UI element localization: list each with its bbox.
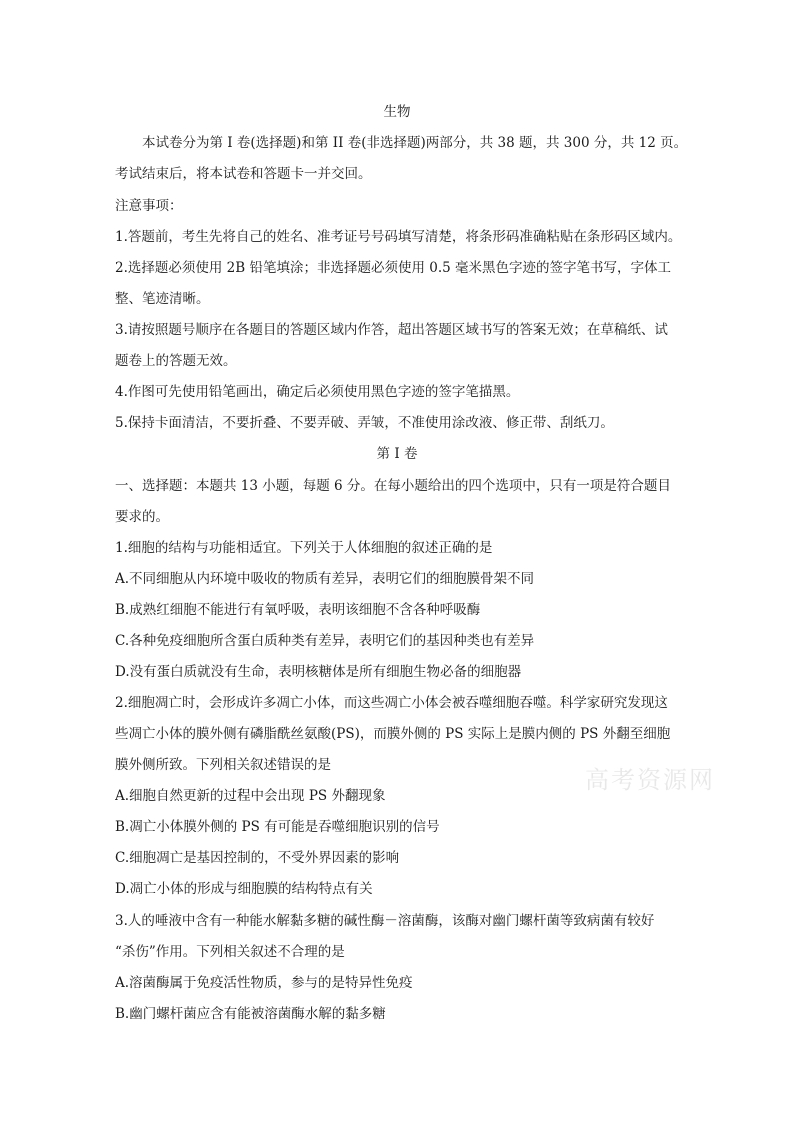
notice-item: 题卷上的答题无效。 [115,353,237,369]
section-heading: 一、选择题：本题共 13 小题，每题 6 分。在每小题给出的四个选项中，只有一项是符合题目 [115,478,671,494]
question-3-stem: 3.人的唾液中含有一种能水解黏多糖的碱性酶－溶菌酶，该酶对幽门螺杆菌等致病菌有较好 [115,913,655,929]
question-2-option-a: A.细胞自然更新的过程中会出现 PS 外翻现象 [115,788,386,804]
volume-title: 第 I 卷 [376,446,418,462]
section-heading-cont: 要求的。 [115,509,169,525]
question-2-option-b: B.凋亡小体膜外侧的 PS 有可能是吞噬细胞识别的信号 [115,819,440,835]
question-1-option-b: B.成熟红细胞不能进行有氧呼吸，表明该细胞不含各种呼吸酶 [115,602,481,618]
question-1-option-c: C.各种免疫细胞所含蛋白质种类有差异，表明它们的基因种类也有差异 [115,633,535,649]
notice-item: 5.保持卡面清洁，不要折叠、不要弄破、弄皱，不准使用涂改液、修正带、刮纸刀。 [115,415,614,431]
notice-item: 1.答题前，考生先将自己的姓名、准考证号号码填写清楚，将条形码准确粘贴在条形码区域内。 [115,229,682,245]
page-title: 生物 [383,104,411,120]
notice-heading: 注意事项： [115,198,183,214]
notice-item: 整、笔迹清晰。 [115,291,210,307]
question-2-stem: 些凋亡小体的膜外侧有磷脂酰丝氨酸(PS)，而膜外侧的 PS 实际上是膜内侧的 PS 外翻至细胞 [115,726,671,742]
question-2-stem: 膜外侧所致。下列相关叙述错误的是 [115,757,331,773]
notice-item: 2.选择题必须使用 2B 铅笔填涂；非选择题必须使用 0.5 毫米黑色字迹的签字笔书写，字体工 [115,260,672,276]
question-2-option-d: D.凋亡小体的形成与细胞膜的结构特点有关 [115,881,373,897]
question-3-option-a: A.溶菌酶属于免疫活性物质，参与的是特异性免疫 [115,975,413,991]
intro-line-2: 考试结束后，将本试卷和答题卡一并交回。 [115,166,372,182]
question-1-option-d: D.没有蛋白质就没有生命，表明核糖体是所有细胞生物必备的细胞器 [115,664,522,680]
question-3-option-b: B.幽门螺杆菌应含有能被溶菌酶水解的黏多糖 [115,1006,386,1022]
notice-item: 4.作图可先使用铅笔画出，确定后必须使用黑色字迹的签字笔描黑。 [115,384,520,400]
notice-item: 3.请按照题号顺序在各题目的答题区域内作答，超出答题区域书写的答案无效；在草稿纸、试 [115,322,668,338]
watermark: 高考资源网 [585,766,715,794]
question-3-stem: “杀伤”作用。下列相关叙述不合理的是 [115,944,345,960]
question-1-option-a: A.不同细胞从内环境中吸收的物质有差异，表明它们的细胞膜骨架不同 [115,571,535,587]
intro-line-1: 本试卷分为第 I 卷(选择题)和第 II 卷(非选择题)两部分，共 38 题，共 300 分，共 12 页。 [142,135,687,151]
question-2-option-c: C.细胞凋亡是基因控制的，不受外界因素的影响 [115,850,400,866]
question-2-stem: 2.细胞凋亡时，会形成许多凋亡小体，而这些凋亡小体会被吞噬细胞吞噬。科学家研究发现这 [115,695,668,711]
question-1-stem: 1.细胞的结构与功能相适宜。下列关于人体细胞的叙述正确的是 [115,540,493,556]
